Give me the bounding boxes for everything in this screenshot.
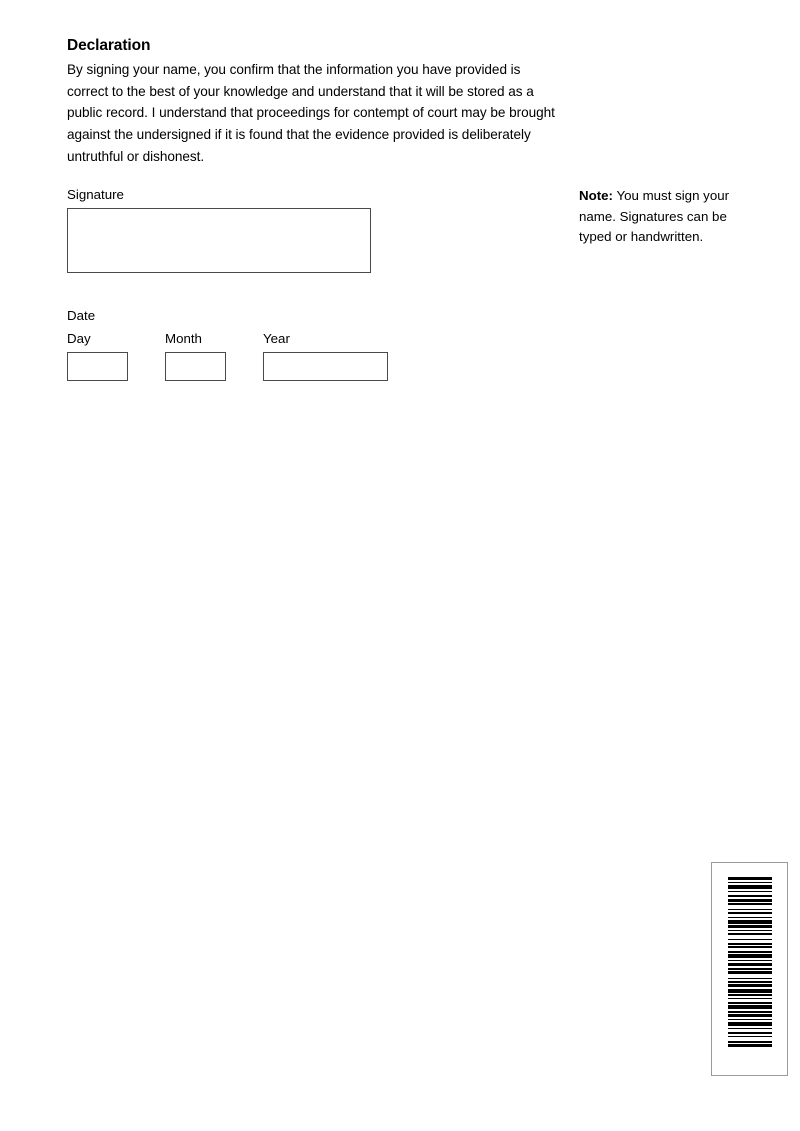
month-input[interactable] — [165, 352, 226, 381]
year-field — [263, 331, 388, 381]
note-callout — [579, 186, 759, 248]
date-label: Date — [67, 308, 96, 323]
day-label: Day — [67, 331, 91, 346]
note-text: You must sign your name. Signatures can be typed or handwritten. — [579, 188, 730, 244]
day-field — [67, 331, 128, 381]
note-prefix: Note: — [579, 188, 613, 203]
declaration-text: By signing your name, you confirm that the information you have provided is correct to the best of your knowledge and understand that it will be stored as a public record. I understand that proceedings for contempt of court may be brought against the undersigned if it is found that the evidence provided is deliberately untruthful or dishonest. — [67, 62, 555, 164]
declaration-section — [67, 36, 559, 168]
barcode-bar — [728, 1047, 772, 1049]
page-title: Declaration — [67, 37, 151, 54]
year-input[interactable] — [263, 352, 388, 381]
date-field-group — [67, 308, 388, 381]
signature-input[interactable] — [67, 208, 371, 273]
day-input[interactable] — [67, 352, 128, 381]
signature-field-group — [67, 187, 371, 273]
month-label: Month — [165, 331, 202, 346]
year-label: Year — [263, 331, 290, 346]
barcode-icon — [728, 877, 772, 1061]
barcode-container — [711, 862, 788, 1076]
month-field — [165, 331, 226, 381]
date-inputs-row — [67, 331, 388, 381]
signature-label: Signature — [67, 187, 124, 202]
